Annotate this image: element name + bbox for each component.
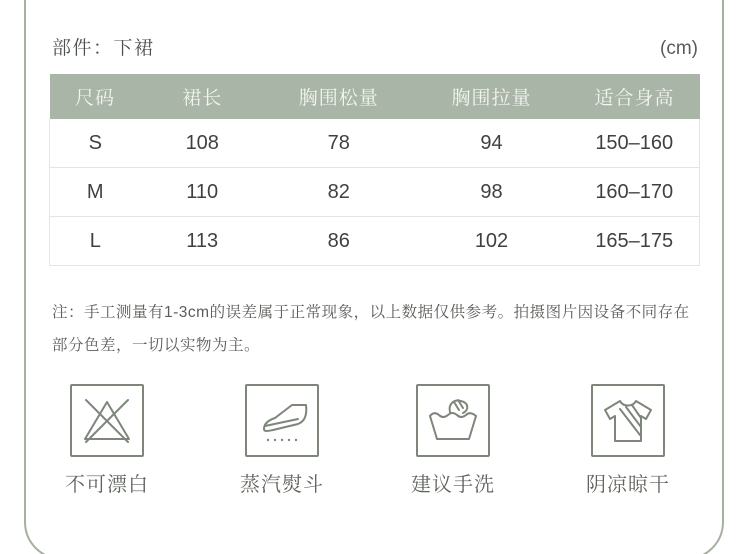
hand-wash-icon: [425, 395, 481, 447]
care-symbol-box: [70, 384, 144, 457]
size-cell: M: [50, 168, 141, 217]
shade-dry-icon: [600, 395, 656, 447]
column-header-bust-stretched: 胸围拉量: [414, 74, 570, 119]
bust-relaxed-cell: 86: [264, 217, 414, 266]
table-row-l: [50, 217, 700, 266]
bust-stretched-cell: 102: [414, 217, 570, 266]
column-header-bust-relaxed: 胸围松量: [264, 74, 414, 119]
bust-stretched-cell: 98: [414, 168, 570, 217]
height-cell: 150–160: [570, 119, 700, 168]
care-label: 不可漂白: [65, 474, 149, 496]
care-symbol-box: [416, 384, 490, 457]
size-table: [49, 74, 700, 266]
bust-relaxed-cell: 78: [264, 119, 414, 168]
care-label: 阴凉晾干: [586, 474, 670, 496]
table-row-m: [50, 168, 700, 217]
column-header-size: 尺码: [50, 74, 141, 119]
care-label: 蒸汽熨斗: [240, 474, 324, 496]
care-symbol-box: [245, 384, 319, 457]
steam-iron-icon: [254, 395, 310, 447]
measurement-disclaimer-note: 注：手工测量有1-3cm的误差属于正常现象，以上数据仅供参考。拍摄图片因设备不同存在部分色差，一切以实物为主。: [52, 304, 690, 354]
unit-indicator: (cm): [660, 38, 698, 59]
part-title: 部件：下裙: [52, 38, 155, 59]
length-cell: 110: [141, 168, 265, 217]
care-symbol-box: [591, 384, 665, 457]
bust-stretched-cell: 94: [414, 119, 570, 168]
no-bleach-icon: [79, 395, 135, 447]
length-cell: 108: [141, 119, 265, 168]
section-header: [52, 33, 698, 60]
column-header-length: 裙长: [141, 74, 265, 119]
column-header-height: 适合身高: [570, 74, 700, 119]
care-item-no-bleach: [32, 384, 182, 497]
care-item-shade-dry: [553, 384, 703, 497]
height-cell: 160–170: [570, 168, 700, 217]
size-cell: L: [50, 217, 141, 266]
table-row-s: [50, 119, 700, 168]
bust-relaxed-cell: 82: [264, 168, 414, 217]
size-cell: S: [50, 119, 141, 168]
height-cell: 165–175: [570, 217, 700, 266]
care-label: 建议手洗: [411, 474, 495, 496]
length-cell: 113: [141, 217, 265, 266]
care-item-hand-wash: [378, 384, 528, 497]
table-header-row: [50, 74, 700, 119]
care-item-steam-iron: [207, 384, 357, 497]
